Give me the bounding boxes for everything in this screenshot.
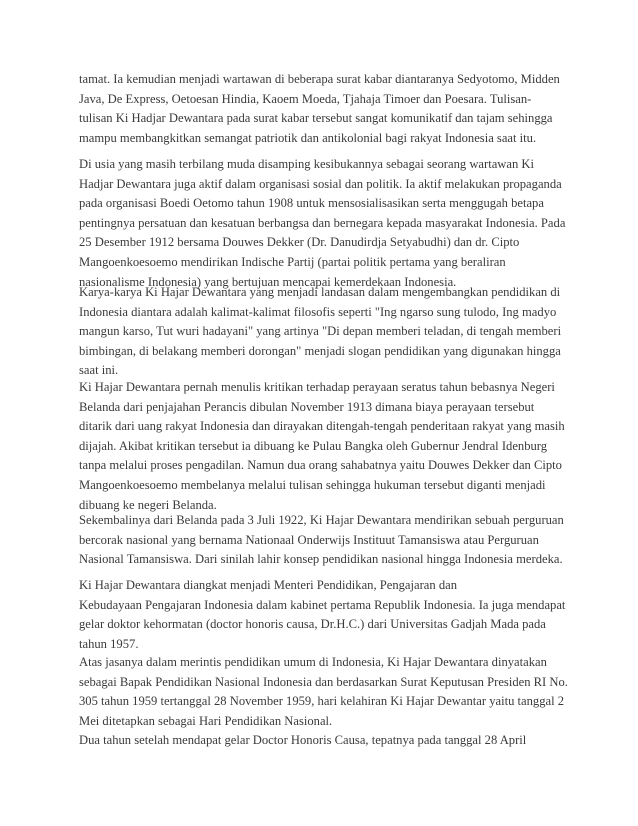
paragraph-national-education-day — [79, 653, 568, 731]
text-line: bimbingan, di belakang memberi dorongan" menjadi slogan pendidikan yang digunakan hingga — [79, 343, 561, 358]
text-line: Mei ditetapkan sebagai Hari Pendidikan Nasional. — [79, 713, 333, 728]
paragraph-journalism — [79, 70, 560, 148]
text-line: Mangoenkoesoemo membelanya melalui tulisan sehingga hukuman tersebut diganti menjadi — [79, 477, 546, 492]
text-line: tahun 1957. — [79, 636, 139, 651]
paragraph-organization — [79, 155, 565, 292]
text-line: Di usia yang masih terbilang muda disamping kesibukannya sebagai seorang wartawan Ki — [79, 157, 535, 171]
text-line: Hadjar Dewantara juga aktif dalam organisasi sosial dan politik. Ia aktif melakukan propaganda — [79, 176, 562, 191]
text-line: nasionalisme Indonesia) yang bertujuan mencapai kemerdekaan Indonesia. — [79, 274, 457, 289]
text-line: gelar doktor kehormatan (doctor honoris causa, Dr.H.C.) dari Universitas Gadjah Mada pada — [79, 617, 546, 632]
text-line: ditarik dari uang rakyat Indonesia dan dirayakan ditengah-tengah penderitaan rakyat yang masih — [79, 419, 565, 434]
text-line: Karya-karya Ki Hajar Dewantara yang menjadi landasan dalam mengembangkan pendidikan di — [79, 285, 561, 299]
text-line: Kebudayaan Pengajaran Indonesia dalam kabinet pertama Republik Indonesia. Ia juga mendapat — [79, 597, 566, 612]
text-line: Belanda dari penjajahan Perancis dibulan November 1913 dimana biaya perayaan tersebut — [79, 399, 535, 414]
text-line: Ki Hajar Dewantara pernah menulis kritikan terhadap perayaan seratus tahun bebasnya Negeri — [79, 380, 555, 394]
text-line: mangun karso, Tut wuri hadayani" yang artinya "Di depan memberi teladan, di tengah memberi — [79, 324, 562, 339]
text-line: Ki Hajar Dewantara diangkat menjadi Menteri Pendidikan, Pengajaran dan — [79, 578, 458, 592]
text-line: tanpa melalui proses pengadilan. Namun dua orang sahabatnya yaitu Douwes Dekker dan Cipto — [79, 458, 562, 473]
text-line: 25 Desember 1912 bersama Douwes Dekker (Dr. Danudirdja Setyabudhi) dan dr. Cipto — [79, 235, 520, 250]
text-line: mampu membangkitkan semangat patriotik dan antikolonial bagi rakyat Indonesia saat itu. — [79, 130, 537, 145]
text-line: tamat. Ia kemudian menjadi wartawan di beberapa surat kabar diantaranya Sedyotomo, Midden — [79, 72, 560, 86]
text-line: bercorak nasional yang bernama Nationaal Onderwijs Instituut Tamansiswa atau Perguruan — [79, 532, 539, 547]
text-line: Nasional Tamansiswa. Dari sinilah lahir konsep pendidikan nasional hingga Indonesia merdeka. — [79, 552, 563, 567]
text-line: Atas jasanya dalam merintis pendidikan umum di Indonesia, Ki Hajar Dewantara dinyatakan — [79, 655, 547, 669]
text-line: tulisan Ki Hadjar Dewantara pada surat kabar tersebut sangat komunikatif dan tajam sehingga — [79, 111, 553, 126]
text-line: Java, De Express, Oetoesan Hindia, Kaoem Moeda, Tjahaja Timoer dan Poesara. Tulisan- — [79, 91, 532, 106]
paragraph-minister — [79, 576, 565, 654]
text-line: dijajah. Akibat kritikan tersebut ia dibuang ke Pulau Bangka oleh Gubernur Jendral Idenburg — [79, 438, 548, 453]
text-line: 305 tahun 1959 tertanggal 28 November 1959, hari kelahiran Ki Hajar Dewantar yaitu tanggal 2 — [79, 694, 565, 709]
text-line: Mangoenkoesoemo mendirikan Indische Partij (partai politik pertama yang beraliran — [79, 254, 506, 269]
text-line: Dua tahun setelah mendapat gelar Doctor Honoris Causa, tepatnya pada tanggal 28 April — [79, 733, 527, 747]
text-line: Indonesia diantara adalah kalimat-kalimat filosofis seperti "Ing ngarso sung tulodo, Ing madyo — [79, 304, 557, 319]
text-line: pentingnya persatuan dan kesatuan berbangsa dan bernegara kepada masyarakat Indonesia. Pada — [79, 215, 566, 230]
text-line: sebagai Bapak Pendidikan Nasional Indonesia dan berdasarkan Surat Keputusan Presiden RI No. — [79, 674, 568, 689]
text-line: pada organisasi Boedi Oetomo tahun 1908 untuk mensosialisasikan serta menggugah betapa — [79, 196, 544, 211]
paragraph-exile — [79, 378, 565, 515]
paragraph-philosophy — [79, 283, 561, 381]
paragraph-tamansiswa — [79, 511, 564, 570]
text-line: dibuang ke negeri Belanda. — [79, 497, 217, 512]
text-line: saat ini. — [79, 363, 119, 378]
paragraph-later-years — [79, 731, 526, 751]
text-line: Sekembalinya dari Belanda pada 3 Juli 1922, Ki Hajar Dewantara mendirikan sebuah perguruan — [79, 513, 564, 527]
